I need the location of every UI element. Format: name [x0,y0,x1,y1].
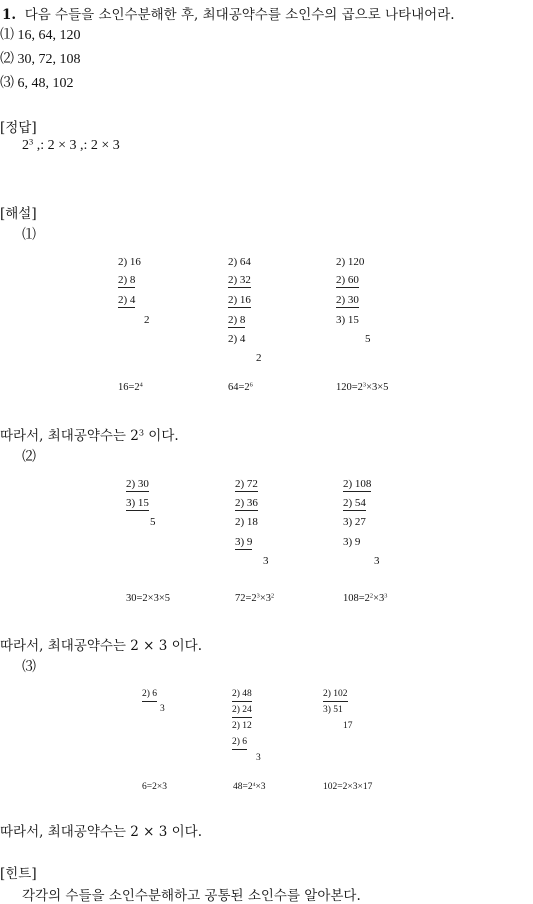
p2-result-3: $108=2^2\times 3^3$ [343,592,388,604]
p3c1-r1: 3 [160,704,165,714]
p2c2-r1: 2) 36 [235,497,258,509]
question-line [2,3,455,23]
p1-result-1: $16=2^4$ [118,381,143,393]
part-2-label: ⑵ [22,450,36,465]
p3-result-3: 102=2×3×17 [323,782,373,792]
p2c3-r3: 3) 9 [343,536,361,548]
answer-heading: [정답] [0,120,37,136]
item-2: ⑵ 30, 72, 108 [0,52,81,67]
p2-result-2: $72=2^3\times 3^2$ [235,592,275,604]
p1-conclusion: 따라서, 최대공약수는 $2^3$ 이다. [0,427,179,444]
p1c3-r1: 2) 60 [336,274,359,286]
p1c2-r5: 2 [256,352,262,364]
p3c3-r2: 17 [343,721,353,731]
p2c3-r4: 3 [374,555,380,567]
p3-conclusion: 따라서, 최대공약수는 2 × 3 이다. [0,824,202,840]
item-3: ⑶ 6, 48, 102 [0,76,74,91]
p2c3-r1: 2) 54 [343,497,366,509]
p1-result-3: $120=2^3\times 3\times 5$ [336,381,389,393]
p2c3-r2: 3) 27 [343,516,366,528]
p3c1-r0: 2) 6 [142,689,157,702]
item-3-text: 6, 48, 102 [17,76,74,91]
p3c3-r1: 3) 51 [323,705,343,715]
p2c2-r4: 3 [263,555,269,567]
p3-result-1: 6=2×3 [142,782,167,792]
p3c2-r1: 2) 24 [232,705,252,718]
part-3-label: ⑶ [22,660,36,675]
p2c2-r2: 2) 18 [235,516,258,528]
answer-line: $2^3$ ,: 2 × 3 ,: 2 × 3 [22,137,120,153]
p1c2-r3: 2) 8 [228,314,246,326]
p2c3-r0: 2) 108 [343,478,372,490]
p2-result-1: 30=2×3×5 [126,593,171,604]
p3c2-r3: 2) 6 [232,737,247,750]
p1c3-r4: 5 [365,333,371,345]
item-1-text: 16, 64, 120 [17,28,81,43]
p2-conclusion: 따라서, 최대공약수는 2 × 3 이다. [0,638,202,654]
p3c2-r2: 2) 12 [232,721,252,731]
p2c2-r0: 2) 72 [235,478,258,490]
p1c3-r0: 2) 120 [336,256,365,268]
p1-result-2: $64=2^6$ [228,381,253,393]
hint-text: 각각의 수들을 소인수분해하고 공통된 소인수를 알아본다. [22,888,361,904]
question-text: 다음 수들을 소인수분해한 후, 최대공약수를 소인수의 곱으로 나타내어라. [24,7,455,23]
p2c2-r3: 3) 9 [235,536,253,548]
question-number: 1. [2,7,17,23]
p3c2-r0: 2) 48 [232,689,252,702]
p1c2-r0: 2) 64 [228,256,251,268]
p1c1-r0: 2) 16 [118,256,141,268]
p1c2-r2: 2) 16 [228,294,251,306]
p1c2-r1: 2) 32 [228,274,251,286]
p1c1-r2: 2) 4 [118,294,136,306]
p3-result-2: $48=2^4\times 3$ [233,781,266,792]
p1c3-r3: 3) 15 [336,314,359,326]
p2c1-r0: 2) 30 [126,478,149,490]
p3c3-r0: 2) 102 [323,689,348,702]
explanation-heading: [해설] [0,206,37,222]
hint-heading: [힌트] [0,866,37,882]
p1c1-r1: 2) 8 [118,274,136,286]
p1c1-r3: 2 [144,314,150,326]
p1c2-r4: 2) 4 [228,333,246,345]
item-2-text: 30, 72, 108 [17,52,81,67]
p1c3-r2: 2) 30 [336,294,359,306]
part-1-label: ⑴ [22,228,36,243]
p3c2-r4: 3 [256,753,261,763]
item-1: ⑴ 16, 64, 120 [0,28,81,43]
p2c1-r1: 3) 15 [126,497,149,509]
p2c1-r2: 5 [150,516,156,528]
